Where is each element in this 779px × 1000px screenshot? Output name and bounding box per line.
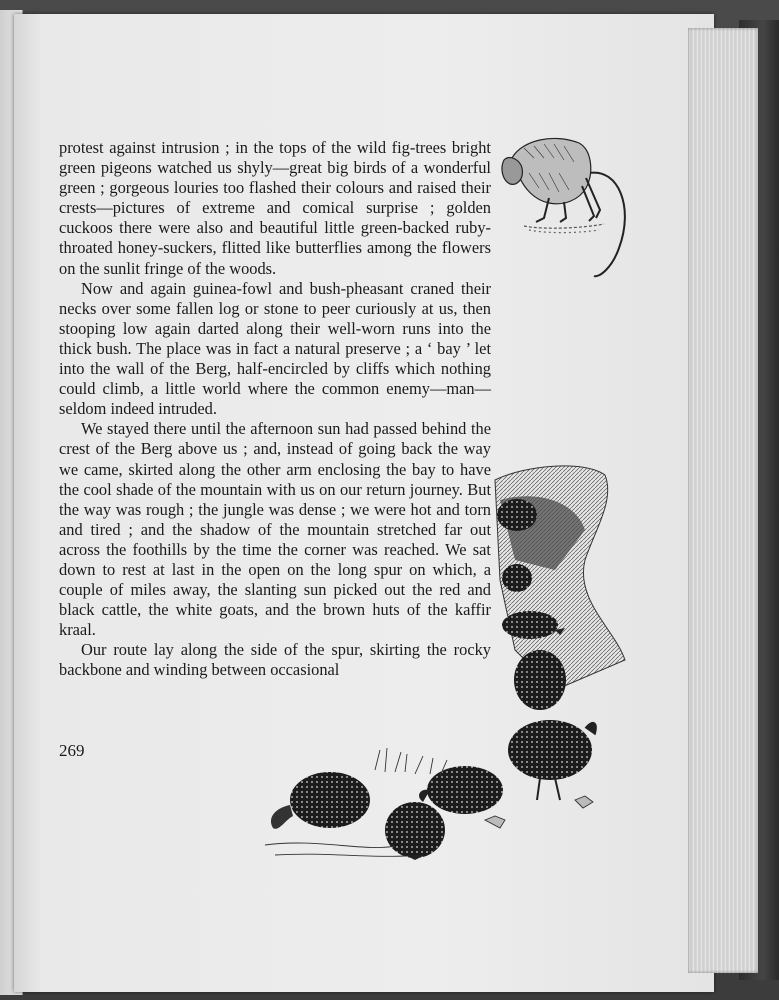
page-number: 269 [59, 741, 85, 760]
paragraph-4: Our route lay along the side of the spur, skirting the rocky backbone and winding between occasional [59, 640, 491, 680]
paragraph-2: Now and again guinea-fowl and bush-pheasant craned their necks over some fallen log or stone to peer curiously at us, then stooping low again darted along their well-worn runs into the thick bush. The place was in fact a natural preserve ; a ‘ bay ’ let into the wall of the Berg, half-encircled by cliffs which nothing could climb, a little world where the common enemy—man—seldom indeed intruded. [59, 278, 491, 419]
paragraph-3: We stayed there until the afternoon sun had passed behind the crest of the Berg above us ; and, instead of going back the way we came, skirted along the other arm enclosing the bay to have the cool shade of the mountain with us on our return journey. But the way was rough ; the jungle was dense ; we were hot and torn and tired ; and the shadow of the mountain stretched far out across the foothills by the time the corner was reached. We sat down to rest at last in the open on the long spur on which, a couple of miles away, the slanting sun picked out the red and black cattle, the white goats, and the brown huts of the kaffir kraal. [59, 419, 491, 640]
paragraph-1: protest against intrusion ; in the tops of the wild fig-trees bright green pigeons watched us shyly—great big birds of a wonderful green ; gorgeous louries too flashed their colours and raised their crests—pictures of extreme and comical surprise ; golden cuckoos there were also and beautiful little green-backed ruby-throated honey-suckers, flitted like butterflies among the flowers on the sunlit fringe of the woods. [59, 138, 491, 278]
guinea-fowl-illustration [255, 460, 635, 860]
page-stack-edges [688, 28, 758, 973]
monkey-illustration [494, 118, 639, 283]
